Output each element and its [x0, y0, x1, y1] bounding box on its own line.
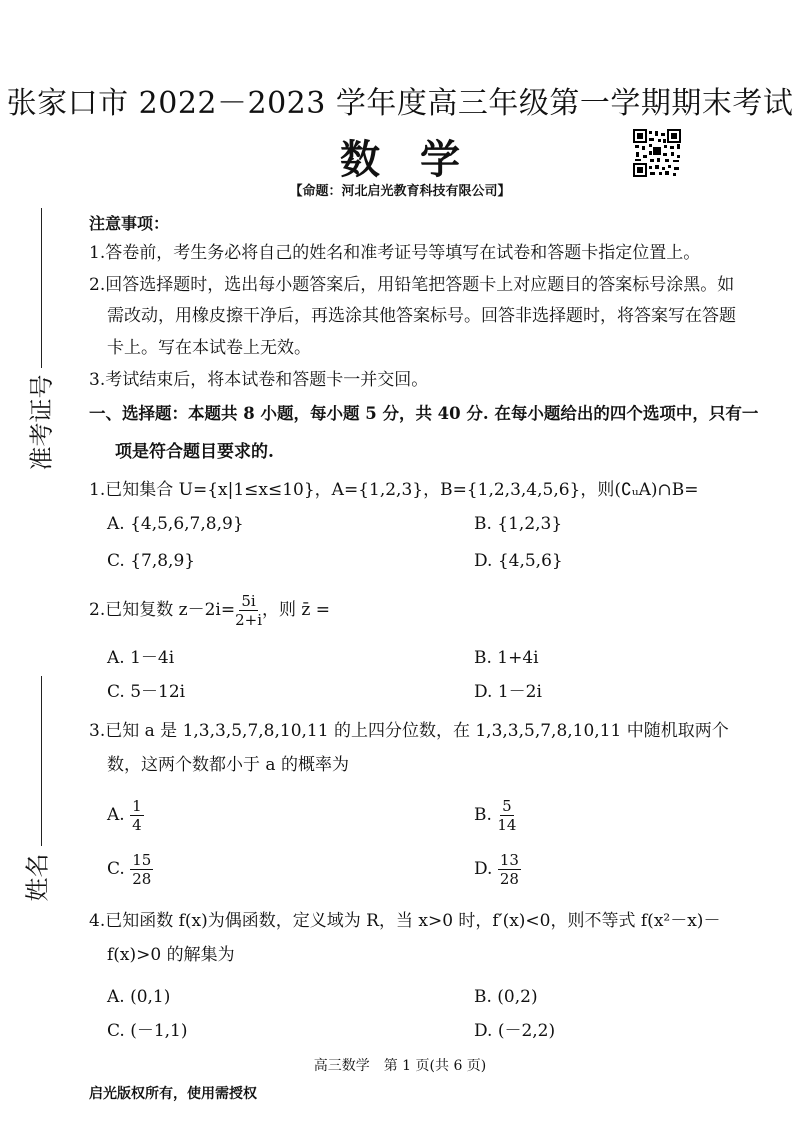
q3-option-d-fraction	[498, 851, 521, 888]
q3-option-a	[107, 797, 144, 834]
q3-option-a-num: 1	[132, 797, 142, 815]
q3-option-b	[474, 797, 516, 834]
section-1-heading-line-1: 一、选择题：本题共 8 小题，每小题 5 分，共 40 分. 在每小题给出的四个选项中，只有一	[89, 404, 759, 423]
q3-option-c-fraction	[130, 851, 153, 888]
q1-stem: 1.已知集合 U={x|1≤x≤10}，A={1,2,3}，B={1,2,3,4,5,6}，则(∁ᵤA)∩B=	[89, 480, 699, 500]
q3-option-d-den: 28	[499, 870, 519, 888]
binding-line-top	[41, 208, 42, 368]
exam-id-label: 准考证号	[27, 374, 56, 471]
q3-option-b-label: B.	[474, 805, 492, 825]
notice-item-3: 3.考试结束后，将本试卷和答题卡一并交回。	[89, 370, 429, 390]
q3-option-b-den: 14	[497, 816, 517, 834]
notice-item-1: 1.答卷前，考生务必将自己的姓名和准考证号等填写在试卷和答题卡指定位置上。	[89, 243, 701, 263]
q2-fraction-den: 2+i	[235, 611, 262, 629]
name-label: 姓名	[23, 853, 52, 902]
q1-option-a: A. {4,5,6,7,8,9}	[107, 514, 244, 534]
notice-item-2-line-2: 需改动，用橡皮擦干净后，再选涂其他答案标号。回答非选择题时，将答案写在答题	[107, 306, 736, 326]
q3-option-b-num: 5	[502, 797, 512, 815]
qr-code-icon	[633, 129, 681, 177]
q3-option-c-label: C.	[107, 859, 125, 879]
subject-title: 数学	[340, 136, 500, 183]
q3-option-d-num: 13	[499, 851, 519, 869]
q4-option-b: B. (0,2)	[474, 987, 538, 1007]
q2-stem-suffix: ，则 z̄ =	[262, 600, 331, 620]
exam-title: 张家口市 2022－2023 学年度高三年级第一学期期末考试	[6, 86, 794, 121]
copyright-note: 启光版权所有，使用需授权	[89, 1086, 257, 1102]
q3-option-a-label: A.	[107, 805, 125, 825]
page-footer: 高三数学 第 1 页(共 6 页)	[313, 1058, 487, 1074]
source-note: 【命题：河北启光教育科技有限公司】	[289, 184, 511, 199]
q4-stem-line-1: 4.已知函数 f(x)为偶函数，定义域为 R，当 x>0 时，f′(x)<0，则不等式 f(x²－x)－	[89, 911, 721, 931]
q2-option-b: B. 1+4i	[474, 648, 539, 668]
q4-option-d: D. (－2,2)	[474, 1021, 556, 1041]
q1-option-c: C. {7,8,9}	[107, 551, 196, 571]
q3-option-b-fraction	[497, 797, 516, 834]
q4-option-c: C. (－1,1)	[107, 1021, 188, 1041]
q2-fraction	[235, 592, 262, 629]
q2-stem-prefix: 2.已知复数 z－2i=	[89, 600, 236, 620]
q3-option-a-den: 4	[132, 816, 142, 834]
q3-option-c-num: 15	[132, 851, 152, 869]
notice-item-2-line-3: 卡上。写在本试卷上无效。	[107, 338, 311, 358]
q3-option-a-fraction	[130, 797, 144, 834]
q2-option-a: A. 1－4i	[107, 648, 175, 668]
q3-option-d	[474, 851, 521, 888]
q3-option-c	[107, 851, 153, 888]
notice-heading: 注意事项：	[89, 214, 170, 233]
binding-line-bottom	[41, 676, 42, 846]
section-1-heading-line-2: 项是符合题目要求的.	[115, 442, 274, 462]
q2-option-c: C. 5－12i	[107, 682, 186, 702]
q1-option-d: D. {4,5,6}	[474, 551, 563, 571]
q1-option-b: B. {1,2,3}	[474, 514, 563, 534]
q2-stem	[89, 592, 330, 629]
notice-item-2-line-1: 2.回答选择题时，选出每小题答案后，用铅笔把答题卡上对应题目的答案标号涂黑。如	[89, 275, 735, 295]
q4-stem-line-2: f(x)>0 的解集为	[107, 945, 235, 965]
q3-stem-line-1: 3.已知 a 是 1,3,3,5,7,8,10,11 的上四分位数，在 1,3,3,5,7,8,10,11 中随机取两个	[89, 721, 729, 741]
q3-option-c-den: 28	[132, 870, 152, 888]
q2-option-d: D. 1－2i	[474, 682, 542, 702]
q3-stem-line-2: 数，这两个数都小于 a 的概率为	[107, 755, 349, 775]
q3-option-d-label: D.	[474, 859, 493, 879]
q2-fraction-num: 5i	[241, 592, 256, 610]
q4-option-a: A. (0,1)	[107, 987, 171, 1007]
